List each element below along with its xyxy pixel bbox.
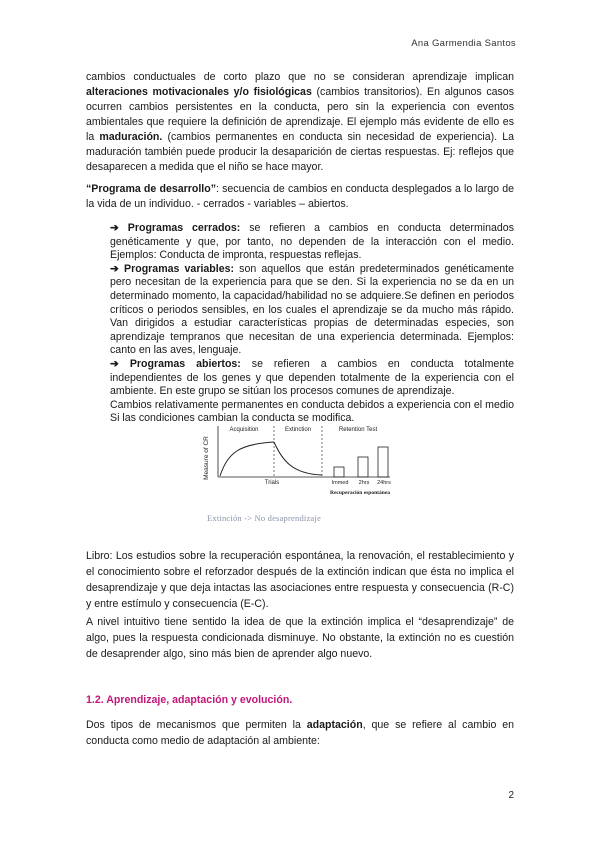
acquisition-curve (220, 442, 274, 476)
phase-label-acquisition: Acquisition (229, 427, 259, 433)
bar-label: Immed (331, 480, 349, 486)
bold-term: “Programa de desarrollo” (86, 183, 216, 195)
program-variable: ➔ Programas variables: son aquellos que están predeterminados genéticamente pero necesitan de la experiencia para que se den. Si la experiencia no se da en un determinado momento, la capacidad/habilidad no se adquiere.Se definen en periodos críticos o periodos sensibles, en los cuales el aprendizaje se da mucho más rápido. Van dirigidos a estudiar características propias de determinadas especies, son aprendizaje tempranos que necesitan de una experiencia determinada. Ejemplos: canto en las aves, lenguaje. (110, 262, 514, 357)
bar-label: 2hrs (358, 480, 370, 486)
paragraph-maturation (86, 70, 514, 175)
y-axis-label: Measure of CR (203, 436, 210, 480)
paragraph-intuitive: A nivel intuitivo tiene sentido la idea de que la extinción implica el “desaprendizaje” de algo, pues la respuesta condicionada disminuye. No obstante, la extinción no es cuestión de desaprender algo, sino más bien de aprender algo nuevo. (86, 616, 514, 660)
arrow-icon: ➔ (110, 262, 119, 275)
program-open: ➔ Programas abiertos: se refieren a cambios en conducta totalmente independientes de los genes y que dependen totalmente de la experiencia con el ambiente. En este grupo se sitúan los procesos comunes de aprendizaje. (110, 357, 515, 398)
text: : secuencia de cambios en conducta desplegados a lo largo de la vida de un individuo. - cerrados - variables – abiertos. (86, 183, 514, 210)
paragraph-development-program (86, 182, 514, 212)
extinction-chart (200, 422, 400, 506)
relative-changes: Cambios relativamente permanentes en conducta debidos a experiencia con el medio Si las condiciones cambian la conducta se modifica. (110, 398, 514, 425)
text: (cambios transitorios). En algunos casos ocurren cambios persistentes en la conducta, pero sin la experiencia con eventos ambientales que requiere la definición de aprendizaje. El ejemplo más evidente de ello es la (86, 86, 515, 143)
program-closed: ➔ Programas cerrados: se refieren a cambios en conducta determinados genéticamente y que, por tanto, no dependen de la interacción con el medio. Ejemplos: Conducta de impronta, respuestas reflejas. (110, 222, 514, 262)
text: cambios conductuales de corto plazo que no se consideran aprendizaje implican (86, 71, 514, 83)
phase-label-retention: Retention Test (338, 427, 378, 433)
bar-label: 24hrs (377, 480, 391, 486)
paragraph-adaptation: Dos tipos de mecanismos que permiten la adaptación, que se refiere al cambio en conducta como medio de adaptación al ambiente: (86, 719, 514, 747)
paragraph-book: Libro: Los estudios sobre la recuperación espontánea, la renovación, el restablecimiento y el conocimiento sobre el reforzador después de la extinción indican que ésta no implica el desaprendizaje y que deja intactas las asociaciones entre respuesta y consecuencia (R-C) y entre estímulo y consecuencia (E-C). (86, 550, 514, 610)
text: (cambios permanentes en conducta sin necesidad de experiencia). La maduración también puede producir la desaparición de ciertas respuestas. Ej: reflejos que desaparecen a medida que el niño se hace mayor. (86, 131, 514, 173)
retention-bar (358, 457, 368, 477)
page-number: 2 (508, 790, 514, 801)
x-axis-label: Trials (264, 480, 280, 486)
bold-term: maduración. (99, 131, 163, 143)
retention-bar (334, 467, 344, 477)
programs-list (110, 222, 514, 426)
arrow-icon: ➔ (110, 357, 119, 370)
figure-caption: Extinción -> No desaprendizaje (207, 513, 321, 523)
bold-term: adaptación (306, 719, 363, 731)
section-heading: 1.2. Aprendizaje, adaptación y evolución. (86, 694, 293, 706)
spontaneous-recovery-label: Recuperación espontánea (329, 490, 391, 496)
extinction-curve (274, 442, 322, 475)
bold-term: alteraciones motivacionales y/o fisiológicas (86, 86, 312, 98)
phase-label-extinction: Extinction (284, 427, 312, 433)
retention-bar (378, 447, 388, 477)
arrow-icon: ➔ (110, 222, 119, 234)
extinction-figure (200, 422, 400, 511)
running-header: Ana Garmendia Santos (411, 38, 516, 49)
